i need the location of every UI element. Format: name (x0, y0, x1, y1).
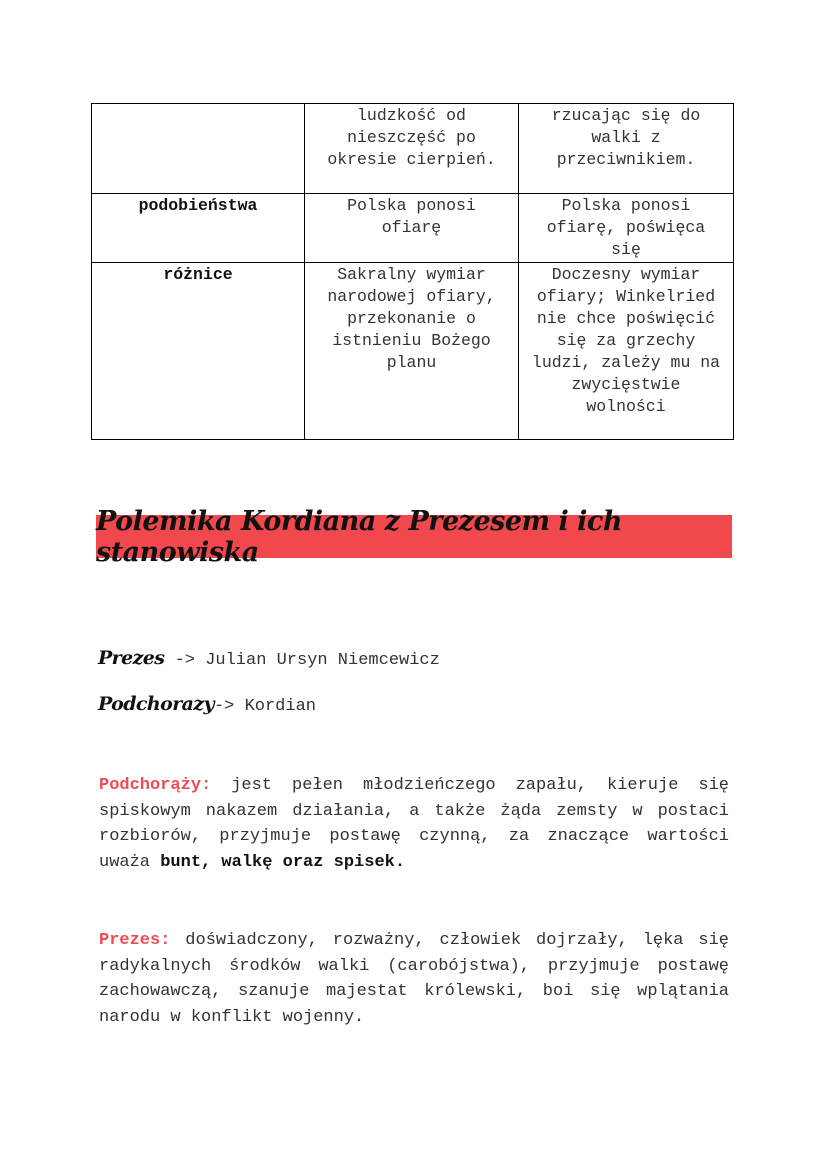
table-row (92, 104, 734, 194)
role-line-podchorazy (98, 693, 316, 716)
row-header: podobieństwa (92, 194, 305, 263)
comparison-table (91, 103, 734, 440)
paragraph-text: doświadczony, rozważny, człowiek dojrzały, lęka się radykalnych środków walki (carobójstwa), przyjmuje postawę zachowawczą, szanuje majestat królewski, boi się wplątania narodu w konflikt wojenny. (99, 931, 729, 1028)
role-arrow: -> (164, 651, 206, 670)
row-header (92, 104, 305, 194)
paragraph-end: . (394, 853, 406, 873)
paragraph-bold-text: bunt, walkę oraz spisek (160, 853, 395, 873)
table-row (92, 263, 734, 440)
paragraph-podchorazy (99, 773, 729, 876)
paragraph-label: Podchorąży: (99, 776, 212, 795)
role-arrow: -> (213, 697, 245, 716)
table-cell: rzucając się do walki z przeciwnikiem. (519, 104, 734, 194)
table-cell: ludzkość od nieszczęść po okresie cierpień. (305, 104, 519, 194)
section-banner (96, 505, 732, 568)
table-row (92, 194, 734, 263)
paragraph-text: jest pełen młodzieńczego zapału, kieruje się spiskowym nakazem działania, a także żąda zemsty w postaci rozbiorów, przyjmuje postawę czynną, za znaczące wartości uważa (99, 776, 729, 873)
paragraph-label: Prezes: (99, 931, 171, 950)
section-title: Polemika Kordiana z Prezesem i ich stanowiska (96, 505, 622, 568)
paragraph-prezes (99, 928, 729, 1031)
role-name: Kordian (244, 697, 316, 716)
row-header: różnice (92, 263, 305, 440)
role-label: Prezes (98, 647, 165, 669)
role-label: Podchorazy (98, 693, 214, 715)
table-cell: Polska ponosi ofiarę, poświęca się (519, 194, 734, 263)
role-name: Julian Ursyn Niemcewicz (205, 651, 440, 670)
table-cell: Doczesny wymiar ofiary; Winkelried nie chce poświęcić się za grzechy ludzi, zależy mu na zwycięstwie wolności (519, 263, 734, 440)
table-cell: Polska ponosi ofiarę (305, 194, 519, 263)
table-cell: Sakralny wymiar narodowej ofiary, przekonanie o istnieniu Bożego planu (305, 263, 519, 440)
role-line-prezes (98, 647, 440, 670)
